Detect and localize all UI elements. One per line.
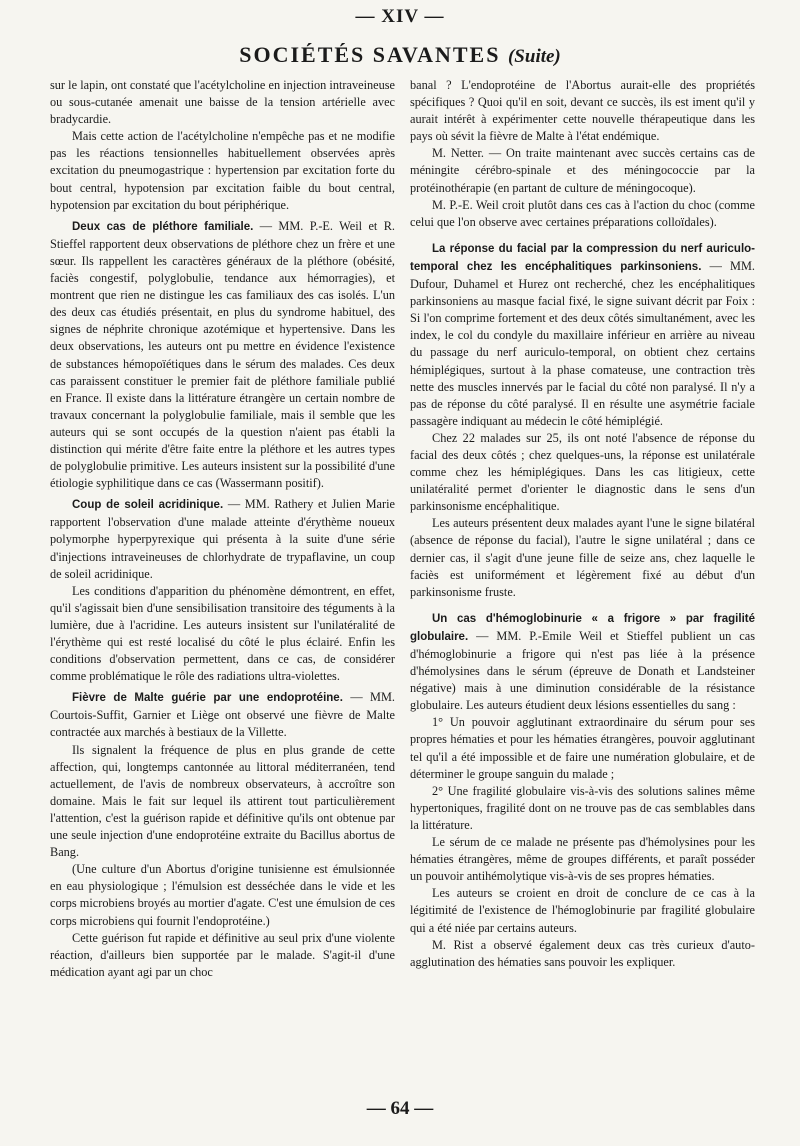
paragraph: Ils signalent la fréquence de plus en plus grande de cette affection, qui, longtemps cantonnée au littoral méditerranéen, tend actuellement, de l'avis de nombreux observateurs, à accroître son domaine. Mais le fait sur lequel ils attirent tout particulièrement l'attention, c'est la guérison rapide et définitive qu'ils ont obtenue par une seule injection d'une endoprotéine extraite du Bacillus abortus de Bang. [50,742,395,860]
section-title: SOCIÉTÉS SAVANTES [239,42,501,67]
article-text: — MM. P.-E. Weil et R. Stieffel rapportent deux observations de pléthore chez un frère et une sœur. Ils rappellent les caractères généraux de la pléthore (obésité, faciès congestif, polyglobulie, tendance aux hémorragies), et montrent que rien ne distingue les cas familiaux des cas isolés. L'un des deux cas étudiés présentait, en plus du syndrome habituel, des signes de néphrite chronique azotémique et hypertensive. Dans les deux observations, les auteurs ont pu mettre en évidence l'existence de substances hémopoïétiques dans le sérum des malades. Ces deux cas paraissent constituer le premier fait de pléthore familiale publié en France. Il existe dans la littérature étrangère un certain nombre de travaux concernant la polyglobulie familiale, mais il semble que les auteurs qui se sont occupés de la question n'aient pas établi la distinction qui mérite d'être faite entre la pléthore et les autres types de polyglobulie primitive. Les auteurs insistent sur la possibilité d'une étiologie syphilitique dans ce cas (Wassermann positif). [50,218,395,491]
article-text: — MM. Dufour, Duhamel et Hurez ont recherché, chez les encéphalitiques parkinsoniens au masque facial fixé, le signe suivant décrit par Foix : Si l'on comprime fortement et des deux côtés simultanément, avec les index, le col du condyle du maxillaire inférieur en arrière au niveau du passage du nerf auriculo-temporal, on obtient chez certains hémiplégiques, surtout à la phase comateuse, une contraction très nette des muscles innervés par le facial du côté non paralysé. Il n'y a pas de réponse du côté paralysé. Il en résulte une asymétrie faciale passagère indiquant au médecin le côté hémiplégié. [410,258,755,428]
article-text: — MM. Courtois-Suffit, Garnier et Liège ont observé une fièvre de Malte contractée aux marchés à bestiaux de la Villette. [50,690,395,740]
article-plethore [50,218,395,493]
article-text: — MM. P.-Emile Weil et Stieffel publient un cas d'hémoglobinurie a frigore qui n'est pas liée à la présence d'hémolysines dans le sérum (épreuve de Donath et Landsteiner négative) mais à une diminution considérable de la résistance globulaire. Les auteurs étudient deux lésions essentielles du sang : [410,628,755,713]
page-number: — 64 — [366,1098,434,1119]
title-suffix: (Suite) [507,46,561,67]
page-title [0,44,800,66]
article-heading: Deux cas de pléthore familiale. [72,220,254,233]
left-column [50,77,395,1089]
article-heading: Fièvre de Malte guérie par une endoprotéine. [72,692,343,705]
paragraph: Les auteurs se croient en droit de conclure de ce cas à la légitimité de l'existence de l'hémoglobinurie par fragilité globulaire qui a été niée par certains auteurs. [410,886,755,935]
right-column [410,77,755,1089]
paragraph: 1° Un pouvoir agglutinant extraordinaire du sérum pour ses propres hématies et pour les hématies étrangères, pouvoir agglutinant tel qu'il a été impossible et de faire une numération globulaire, et de déterminer le groupe sanguin du malade ; [410,715,755,781]
article-heading: La réponse du facial par la compression du nerf auriculo-temporal chez les encéphalitiques parkinsoniens. [410,242,755,273]
roman-page-number: — XIV — [355,6,445,27]
paragraph: M. Rist a observé également deux cas très curieux d'auto-agglutination des hématies sans pouvoir les expliquer. [410,937,755,969]
paragraph: banal ? L'endoprotéine de l'Abortus aurait-elle des propriétés spécifiques ? Quoi qu'il en soit, devant ce succès, ils est iment qu'il y aurait intérêt à expérimenter cette nouvelle thérapeutique dans les pays où sévit la fièvre de Malte à l'état endémique. [410,78,755,144]
article-coup-de-soleil [50,496,395,582]
paragraph: 2° Une fragilité globulaire vis-à-vis des solutions salines même hypertoniques, fragilité dont on ne trouve pas de cas semblables dans la littérature. [410,783,755,832]
article-heading: Coup de soleil acridinique. [72,499,224,512]
article-fievre-de-malte [50,689,395,741]
paragraph: Chez 22 malades sur 25, ils ont noté l'absence de réponse du facial des deux côtés ; chez quelques-uns, la réponse est unilatérale comme chez les hémiplégiques. Dans les cas litigieux, cette unilatéralité permet d'orienter le diagnostic dans le sens d'un parkinsonisme encéphalitique. [410,430,755,514]
paragraph: Le sérum de ce malade ne présente pas d'hémolysines pour les hématies étrangères, même de groupes différents, et paraît posséder un pouvoir antihémolytique vis-à-vis de ses propres hématies. [410,835,755,884]
article-hemoglobinurie [410,610,755,715]
paragraph: M. P.-E. Weil croit plutôt dans ces cas à l'action du choc (comme celui que l'on observe avec certaines préparations colloïdales). [410,197,755,229]
paragraph: sur le lapin, ont constaté que l'acétylcholine en injection intraveineuse ou sous-cutanée amenait une baisse de la tension artérielle avec bradycardie. [50,78,395,127]
paragraph: Mais cette action de l'acétylcholine n'empêche pas et ne modifie pas les réactions tensionnelles habituellement observées après excitation du pneumogastrique : hypertension par excitation forte du bout central, hypotension par excitation faible du bout central, hypotension par excitation du bout périphérique. [50,129,395,212]
paragraph: Cette guérison fut rapide et définitive au seul prix d'une violente réaction, d'ailleurs bien supportée par le malade. S'agit-il d'une médication ayant agi par un choc [50,930,395,979]
article-heading: Un cas d'hémoglobinurie « a frigore » par fragilité globulaire. [410,612,755,643]
article-text: — MM. Rathery et Julien Marie rapportent l'observation d'une malade atteinte d'érythème noueux polymorphe hyperpyrexique qui présenta à la suite d'une série d'injections intraveineuses de chlorhydrate de trypaflavine, un coup de soleil acridinique. [50,497,395,581]
paragraph: M. Netter. — On traite maintenant avec succès certains cas de méningite cérébro-spinale et des méningococcie par la protéinothérapie (en partant de culture de méningocoque). [410,146,755,195]
paragraph: Les auteurs présentent deux malades ayant l'une le signe bilatéral (absence de réponse du facial), l'autre le signe unilatéral ; dans ce dernier cas, il s'agit d'une jeune fille de seize ans, chez laquelle le faciès est uniformément et légèrement fixé au début d'un parkinsonisme fruste. [410,516,755,599]
paragraph: (Une culture d'un Abortus d'origine tunisienne est émulsionnée en eau physiologique ; l'émulsion est desséchée dans le vide et les corps microbiens broyés au mortier d'agate. C'est une émulsion de ces corps microbiens qui fournit l'endoprotéine.) [50,862,395,928]
paragraph: Les conditions d'apparition du phénomène démontrent, en effet, qu'il s'agissait bien d'une sensibilisation transitoire des téguments à la lumière, due à l'acridine. Les auteurs insistent sur l'unilatéralité de l'érythème qui est resté localisé du côté le plus éclairé. Enfin les conditions d'observation permettent, dans ce cas, de considérer comme problématique le rôle des radiations ultra-violettes. [50,583,395,684]
article-reponse-facial [410,240,755,430]
